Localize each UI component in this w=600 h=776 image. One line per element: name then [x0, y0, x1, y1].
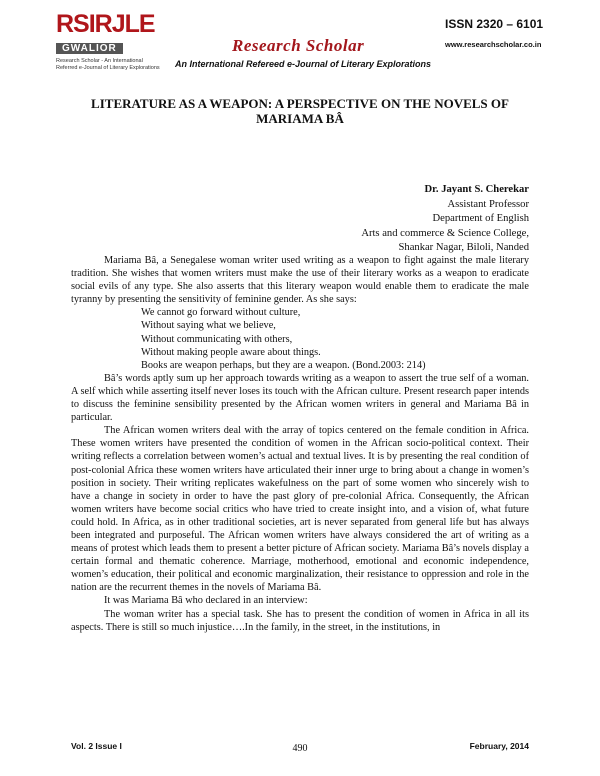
footer-date: February, 2014 [469, 741, 529, 751]
author-name: Dr. Jayant S. Cherekar [424, 184, 529, 195]
logo-city: GWALIOR [56, 43, 123, 54]
paragraph-1: Mariama Bâ, a Senegalese woman writer used writing as a weapon to fight against the male literary tradition. She wishes that women writers must make the use of their literary works as a weapon to eradicate social evils of any type. She also asserts that this literary weapon would enable them to eradicate the male tyranny by presenting the sensitivity of feminine gender. As she says: [71, 255, 529, 306]
journal-subtitle: An International Refereed e-Journal of Literary Explorations [175, 59, 432, 69]
interview-quote: The woman writer has a special task. She has to present the condition of women in Africa in all its aspects. There is still so much injustice….In the family, in the street, in the institutions, in [71, 608, 529, 633]
author-college: Arts and commerce & Science College, [361, 227, 529, 239]
verse-quote [141, 306, 529, 371]
issn: ISSN 2320 – 6101 [445, 17, 544, 31]
author-position: Assistant Professor [447, 198, 529, 210]
article-title: LITERATURE AS A WEAPON: A PERSPECTIVE ON THE NOVELS OF MARIAMA BÂ [91, 96, 509, 126]
logo-text: RSIRJLE [56, 10, 155, 38]
paragraph-2: Bâ’s words aptly sum up her approach towards writing as a weapon to assert the true self of a woman. A self which while asserting itself never loses its touch with the African culture. Present research paper intends to discuss the feminine sensibility presented by the African women writers in general and Mariama Bâ in particular. [71, 372, 529, 424]
verse-line: We cannot go forward without culture, [141, 307, 301, 319]
logo-subtext: Research Scholar - An International Referred e-Journal of Literary Explorations [56, 58, 160, 71]
footer-volume: Vol. 2 Issue I [71, 741, 122, 751]
paragraph-4: It was Mariama Bâ who declared in an interview: [104, 595, 308, 607]
author-block [361, 183, 529, 256]
journal-logo [56, 10, 162, 71]
journal-name: Research Scholar [232, 36, 365, 55]
paragraph-3: The African women writers deal with the array of topics centered on the female condition in Africa. These women writers have presented the condition of women in the African socio-political context. Their writing reflects a correlation between women’s actual and textual lives. It is by presenting the real condition of post-colonial Africa these women writers have articulated their inner urge to bring about a change in women’s position in society. Their writing replicates wakefulness on the part of some women who sincerely wish to have a change in society in order to have the past glory of pre-colonial Africa. Consequently, the African women writers have become social critics who have tried to create insight into, and a vision of, what future could hold. In Africa, as in other traditional societies, art is never separated from general life but has always been integrated and purposeful. The African women writers have always considered the art of writing as a means of protest which leads them to present a better picture of African society. Mariama Bâ’s novels display a certain formal and thematic coherence. Marriage, motherhood, emotional and economic independence, women’s education, their political and economic marginalization, their resistance to oppression and role in the nation are the recurrent themes in the novels of Mariama Bâ. [71, 425, 529, 594]
verse-line: Books are weapon perhaps, but they are a weapon. (Bond.2003: 214) [141, 359, 426, 371]
article-body [71, 254, 529, 634]
page-number: 490 [292, 743, 308, 754]
verse-line: Without communicating with others, [141, 333, 293, 345]
verse-line: Without making people aware about things. [141, 346, 321, 358]
author-department: Department of English [432, 213, 529, 224]
website-link[interactable]: www.researchscholar.co.in [445, 40, 542, 49]
verse-line: Without saying what we believe, [141, 320, 276, 332]
author-place: Shankar Nagar, Biloli, Nanded [398, 242, 529, 253]
